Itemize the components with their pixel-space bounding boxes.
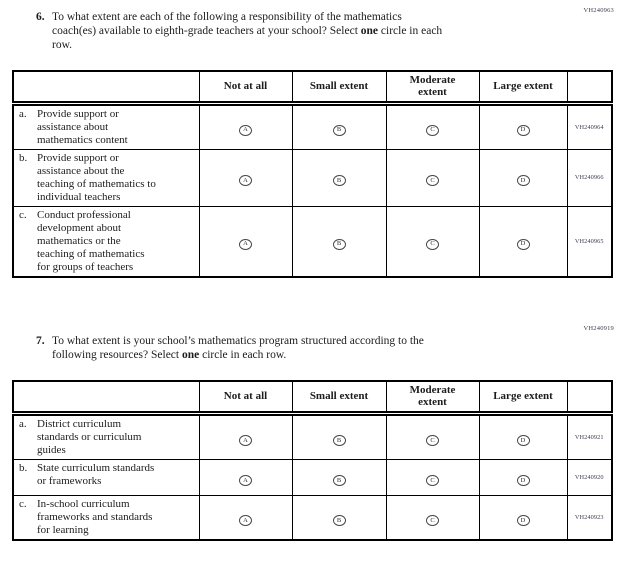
row-label-6a — [13, 103, 199, 149]
row-label-line: frameworks and standards — [37, 511, 153, 523]
header-not-at-all: Not at all — [199, 381, 292, 414]
answer-circle-b[interactable]: B — [333, 435, 346, 446]
cell-7b-moderate-extent — [386, 460, 479, 496]
question-7-accession-code: VH240919 — [583, 324, 614, 332]
item-code-6c: VH240965 — [567, 206, 612, 277]
row-label-7b — [13, 460, 199, 496]
cell-6a-small-extent — [292, 103, 386, 149]
cell-6c-moderate-extent — [386, 206, 479, 277]
row-label-line: mathematics or the — [37, 234, 121, 247]
cell-6b-not-at-all — [199, 149, 292, 206]
question-7-text-line2 — [52, 348, 424, 362]
cell-6a-not-at-all — [199, 103, 292, 149]
cell-6b-large-extent — [479, 149, 567, 206]
question-7-number: 7. — [36, 334, 45, 347]
question-6-number: 6. — [36, 11, 45, 23]
question-6-text — [52, 10, 442, 52]
table-row-6a — [13, 103, 612, 149]
question-6-stem — [36, 10, 583, 52]
answer-circle-d[interactable]: D — [517, 175, 530, 186]
row-letter: c. — [19, 498, 27, 510]
row-label-line: for groups of teachers — [37, 260, 134, 273]
cell-7a-large-extent — [479, 414, 567, 460]
row-letter: c. — [19, 208, 27, 221]
header-large-extent: Large extent — [479, 381, 567, 414]
item-code-6a: VH240964 — [567, 103, 612, 149]
header-blank-cell — [13, 71, 199, 103]
cell-6a-large-extent — [479, 103, 567, 149]
row-letter: a. — [19, 418, 27, 430]
cell-7c-not-at-all — [199, 496, 292, 541]
answer-circle-b[interactable]: B — [333, 175, 346, 186]
row-label-7a — [13, 414, 199, 460]
question-7-text-bold-word: one — [181, 348, 200, 361]
row-label-line: In-school curriculum — [37, 498, 130, 510]
answer-circle-c[interactable]: C — [426, 515, 439, 526]
header-row — [13, 71, 612, 103]
row-letter: a. — [19, 107, 27, 120]
answer-circle-a[interactable]: A — [239, 239, 252, 250]
cell-6c-small-extent — [292, 206, 386, 277]
header-code-column — [567, 71, 612, 103]
row-label-line: for learning — [37, 524, 89, 536]
question-7-section — [0, 324, 623, 542]
row-label-text — [37, 462, 196, 488]
answer-circle-a[interactable]: A — [239, 125, 252, 136]
answer-circle-c[interactable]: C — [426, 435, 439, 446]
answer-circle-a[interactable]: A — [239, 475, 252, 486]
question-7-text-line1: To what extent is your school’s mathematics program structured according to the — [52, 334, 424, 347]
cell-7a-moderate-extent — [386, 414, 479, 460]
answer-circle-c[interactable]: C — [426, 125, 439, 136]
row-label-text — [37, 108, 196, 147]
row-label-line: assistance about — [37, 120, 109, 133]
answer-circle-d[interactable]: D — [517, 475, 530, 486]
answer-circle-c[interactable]: C — [426, 239, 439, 250]
table-row-6c — [13, 206, 612, 277]
header-row — [13, 381, 612, 414]
row-label-line: assistance about the — [37, 164, 125, 177]
header-not-at-all: Not at all — [199, 71, 292, 103]
row-label-line: individual teachers — [37, 190, 121, 203]
answer-circle-b[interactable]: B — [333, 125, 346, 136]
cell-6b-moderate-extent — [386, 149, 479, 206]
answer-circle-d[interactable]: D — [517, 515, 530, 526]
cell-7c-small-extent — [292, 496, 386, 541]
question-6-text-line3: row. — [52, 39, 73, 51]
question-6-text-line2 — [52, 24, 442, 38]
cell-6c-large-extent — [479, 206, 567, 277]
header-code-column — [567, 381, 612, 414]
question-6-response-table — [12, 70, 613, 278]
answer-circle-b[interactable]: B — [333, 475, 346, 486]
row-label-line: teaching of mathematics to — [37, 177, 156, 190]
question-7-stem — [36, 334, 583, 362]
header-small-extent: Small extent — [292, 71, 386, 103]
row-label-6c — [13, 206, 199, 277]
item-code-6b: VH240966 — [567, 149, 612, 206]
row-label-line: mathematics content — [37, 133, 128, 146]
cell-6c-not-at-all — [199, 206, 292, 277]
row-label-text — [37, 209, 196, 274]
question-6-section — [0, 0, 623, 278]
header-blank-cell — [13, 381, 199, 414]
table-row-7c — [13, 496, 612, 541]
question-6-text-line2-before: coach(es) available to eighth-grade teachers at your school? Select — [52, 25, 361, 37]
question-7-text — [52, 334, 424, 362]
row-label-text — [37, 152, 196, 204]
row-label-7c — [13, 496, 199, 541]
table-row-7b — [13, 460, 612, 496]
row-label-line: development about — [37, 221, 122, 234]
cell-7b-large-extent — [479, 460, 567, 496]
question-7-text-line2-after: circle in each row. — [199, 348, 287, 361]
item-code-7c: VH240923 — [567, 496, 612, 541]
answer-circle-c[interactable]: C — [426, 175, 439, 186]
row-label-line: or frameworks — [37, 475, 102, 487]
answer-circle-b[interactable]: B — [333, 515, 346, 526]
row-label-line: standards or curriculum — [37, 431, 142, 443]
row-label-line: State curriculum standards — [37, 462, 155, 474]
answer-circle-a[interactable]: A — [239, 435, 252, 446]
header-small-extent: Small extent — [292, 381, 386, 414]
header-moderate-line2: extent — [418, 396, 447, 409]
cell-6b-small-extent — [292, 149, 386, 206]
answer-circle-d[interactable]: D — [517, 435, 530, 446]
row-label-text — [37, 418, 196, 457]
row-label-6b — [13, 149, 199, 206]
question-6-text-line1: To what extent are each of the following a responsibility of the mathematics — [52, 11, 402, 23]
answer-circle-b[interactable]: B — [333, 239, 346, 250]
question-6-text-bold-word: one — [360, 25, 379, 37]
item-code-7b: VH240920 — [567, 460, 612, 496]
row-label-line: Provide support or — [37, 151, 119, 164]
answer-circle-d[interactable]: D — [517, 125, 530, 136]
cell-7b-not-at-all — [199, 460, 292, 496]
table-row-7a — [13, 414, 612, 460]
header-moderate-extent — [386, 381, 479, 414]
cell-6a-moderate-extent — [386, 103, 479, 149]
row-label-text — [37, 498, 196, 537]
answer-circle-c[interactable]: C — [426, 475, 439, 486]
row-letter: b. — [19, 462, 28, 474]
cell-7c-large-extent — [479, 496, 567, 541]
item-code-7a: VH240921 — [567, 414, 612, 460]
table-row-6b — [13, 149, 612, 206]
question-6-accession-code: VH240963 — [583, 7, 614, 14]
answer-circle-a[interactable]: A — [239, 515, 252, 526]
cell-7c-moderate-extent — [386, 496, 479, 541]
row-label-line: Conduct professional — [37, 208, 131, 221]
row-label-line: District curriculum — [37, 418, 122, 430]
question-7-text-line2-before: following resources? Select — [52, 348, 182, 361]
question-6-text-line2-after: circle in each — [378, 25, 443, 37]
header-moderate-line1: Moderate — [409, 74, 456, 87]
header-moderate-line2: extent — [418, 86, 447, 99]
cell-7b-small-extent — [292, 460, 386, 496]
header-large-extent: Large extent — [479, 71, 567, 103]
header-moderate-extent — [386, 71, 479, 103]
answer-circle-d[interactable]: D — [517, 239, 530, 250]
row-label-line: guides — [37, 444, 66, 456]
row-label-line: Provide support or — [37, 107, 119, 120]
row-letter: b. — [19, 151, 28, 164]
header-moderate-line1: Moderate — [409, 384, 456, 397]
answer-circle-a[interactable]: A — [239, 175, 252, 186]
cell-7a-small-extent — [292, 414, 386, 460]
question-7-response-table — [12, 380, 613, 542]
row-label-line: teaching of mathematics — [37, 247, 145, 260]
cell-7a-not-at-all — [199, 414, 292, 460]
